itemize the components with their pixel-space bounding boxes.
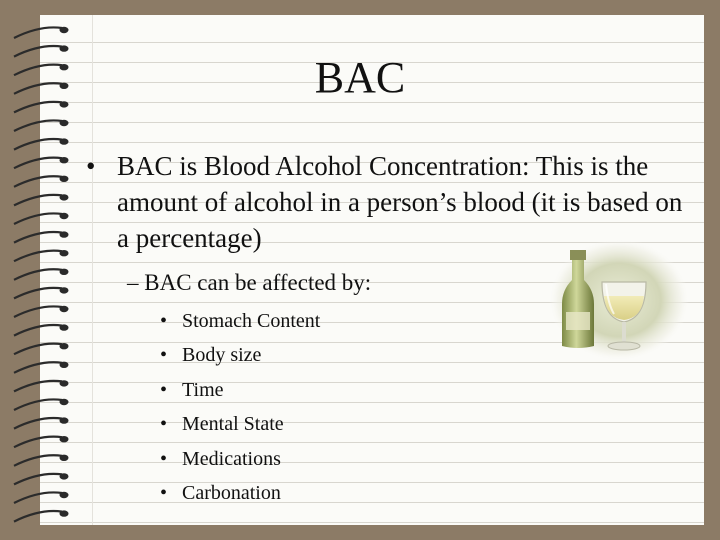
- spiral-ring: [14, 269, 62, 280]
- bullet-dot: •: [86, 151, 96, 181]
- binding-hole: [60, 362, 69, 368]
- spiral-ring: [14, 251, 62, 262]
- binding-hole: [60, 287, 69, 293]
- factor-text: Body size: [182, 344, 262, 367]
- factor-text: Time: [182, 378, 224, 401]
- bullet-dot: •: [160, 344, 168, 367]
- spiral-ring: [14, 232, 62, 243]
- factor-list: [160, 307, 320, 513]
- spiral-ring: [14, 344, 62, 355]
- spiral-ring: [14, 158, 62, 169]
- binding-hole: [60, 250, 69, 256]
- binding-hole: [60, 176, 69, 182]
- spiral-ring: [14, 381, 62, 392]
- bullet-dot: •: [160, 378, 168, 401]
- spiral-ring: [14, 492, 62, 503]
- binding-hole: [60, 473, 69, 479]
- spiral-ring: [14, 213, 62, 224]
- spiral-ring: [14, 120, 62, 131]
- binding-hole: [60, 380, 69, 386]
- spiral-ring: [14, 362, 62, 373]
- factor-item: [160, 410, 320, 444]
- spiral-ring: [14, 195, 62, 206]
- spiral-ring: [14, 437, 62, 448]
- binding-hole: [60, 455, 69, 461]
- binding-hole: [60, 120, 69, 126]
- factor-item: [160, 376, 320, 410]
- spiral-ring: [14, 325, 62, 336]
- factor-item: [160, 479, 320, 513]
- spiral-ring: [14, 399, 62, 410]
- wine-photo: [548, 238, 690, 362]
- slide-title: BAC: [314, 53, 406, 102]
- spiral-ring: [14, 306, 62, 317]
- factor-item: [160, 307, 320, 341]
- spiral-ring: [14, 474, 62, 485]
- spiral-ring: [14, 511, 62, 522]
- binding-hole: [60, 213, 69, 219]
- bullet-dot: •: [160, 413, 168, 436]
- binding-hole: [60, 324, 69, 330]
- binding-hole: [60, 231, 69, 237]
- binding-hole: [60, 343, 69, 349]
- spiral-ring: [14, 27, 62, 38]
- binding-hole: [60, 399, 69, 405]
- factor-item: [160, 445, 320, 479]
- binding-hole: [60, 194, 69, 200]
- spiral-ring: [14, 455, 62, 466]
- bullet-main-text: BAC is Blood Alcohol Concentration: This is the amount of alcohol in a person’s blood (it is based on a percentage): [117, 151, 683, 253]
- spiral-ring: [14, 176, 62, 187]
- binding-hole: [60, 417, 69, 423]
- factor-text: Stomach Content: [182, 310, 321, 332]
- binding-hole: [60, 492, 69, 498]
- factor-text: Medications: [182, 447, 281, 470]
- bullet-dot: •: [160, 310, 168, 332]
- binding-hole: [60, 27, 69, 33]
- bullet-dot: •: [160, 447, 168, 470]
- spiral-ring: [14, 418, 62, 429]
- binding-hole: [60, 436, 69, 442]
- factor-text: Carbonation: [182, 481, 281, 504]
- binding-hole: [60, 306, 69, 312]
- factor-item: [160, 341, 320, 375]
- sub-bullet: – BAC can be affected by:: [127, 270, 372, 295]
- binding-hole: [60, 157, 69, 163]
- binding-hole: [60, 510, 69, 516]
- bullet-dot: •: [160, 481, 168, 504]
- spiral-ring: [14, 139, 62, 150]
- spiral-ring: [14, 288, 62, 299]
- binding-hole: [60, 138, 69, 144]
- binding-hole: [60, 269, 69, 275]
- factor-text: Mental State: [182, 413, 284, 436]
